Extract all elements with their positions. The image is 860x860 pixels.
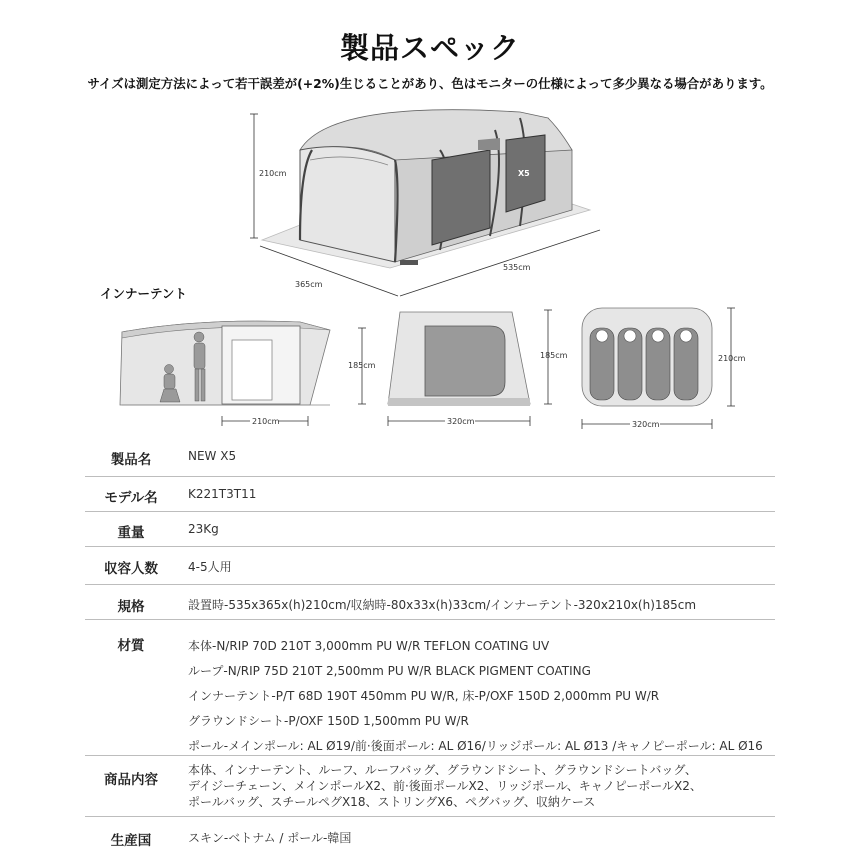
spec-label: 規格 <box>117 599 145 615</box>
spec-value: K221T3T11 <box>188 487 257 501</box>
spec-value: 本体、インナーテント、ルーフ、ルーフバッグ、グラウンドシート、グラウンドシートバッグ、 デイジーチェーン、メインポールX2、前·後面ポールX2、リッジポール、キャノピーポールX2、 ポールバッグ、スチールペグX18、ストリングX6、ペグバッグ、収納ケース <box>188 763 702 809</box>
spec-label: 重量 <box>117 525 145 541</box>
spec-value: 設置時-535x365x(h)210cm/収納時-80x33x(h)33cm/インナーテント-320x210x(h)185cm <box>188 598 697 612</box>
inner-tent-top-illustration <box>582 308 746 429</box>
inner-tent-side-illustration <box>120 321 376 426</box>
spec-row-weight <box>85 512 775 547</box>
spec-value: NEW X5 <box>188 449 237 463</box>
spec-label: 製品名 <box>110 452 152 468</box>
spec-table <box>85 438 775 851</box>
side-depth-label: 210cm <box>252 417 280 426</box>
spec-value: スキン-ベトナム / ポール-韓国 <box>188 831 352 845</box>
main-height-label: 210cm <box>259 169 287 178</box>
spec-value: 本体-N/RIP 70D 210T 3,000mm PU W/R TEFLON COATING UV ループ-N/RIP 75D 210T 2,500mm PU W/R BLACK PIGMENT COATING インナーテント-P/T 68D 190T 450mm PU W/R, 床-P/OXF 150D 2,000mm PU W/R グラウンドシート-P/OXF 150D 1,500mm PU W/R ポール-メインポール: AL Ø19/前·後面ポール: AL Ø16/リッジポール: AL Ø13 /キャノピーポール: AL Ø16 <box>188 639 763 753</box>
spec-value: 4-5人用 <box>188 560 232 574</box>
spec-label: 材質 <box>117 638 145 654</box>
spec-row-materials <box>85 620 775 756</box>
spec-row-origin <box>85 817 775 851</box>
spec-row-contents <box>85 756 775 817</box>
inner-tent-front-illustration <box>388 310 568 426</box>
side-height-label: 185cm <box>348 361 376 370</box>
tent-logo: X5 <box>518 169 530 178</box>
top-width-label: 320cm <box>632 420 660 429</box>
spec-row-dimensions <box>85 585 775 620</box>
spec-label: モデル名 <box>104 490 158 506</box>
front-width-label: 320cm <box>447 417 475 426</box>
spec-label: 収容人数 <box>104 561 158 577</box>
main-width-label: 365cm <box>295 280 323 289</box>
front-height-label: 185cm <box>540 351 568 360</box>
main-length-label: 535cm <box>503 263 531 272</box>
spec-label: 生産国 <box>110 833 152 849</box>
main-tent-illustration <box>250 110 600 296</box>
spec-label: 商品内容 <box>104 772 158 788</box>
inner-tent-label: インナーテント <box>100 286 187 301</box>
spec-row-model-name <box>85 477 775 512</box>
spec-value: 23Kg <box>188 522 219 536</box>
spec-row-capacity <box>85 547 775 585</box>
top-height-label: 210cm <box>718 354 746 363</box>
measurement-notice: サイズは測定方法によって若干誤差が(+2%)生じることがあり、色はモニターの仕様によって多少異なる場合があります。 <box>87 76 773 91</box>
page-title: 製品スペック <box>339 31 520 65</box>
spec-row-product-name <box>85 438 775 477</box>
